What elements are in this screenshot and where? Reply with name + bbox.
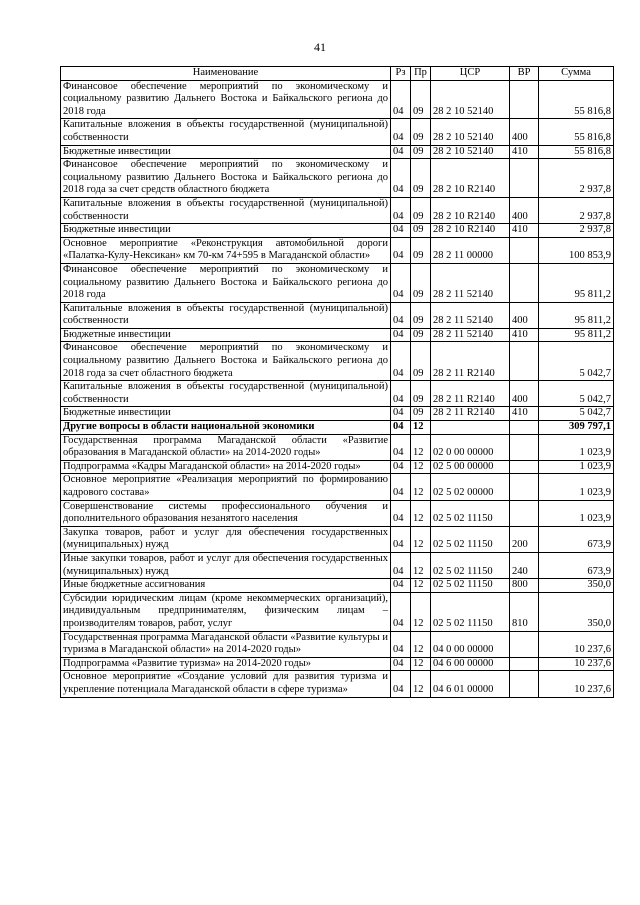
cell-name: Иные бюджетные ассигнования	[61, 579, 391, 593]
cell-rz: 04	[391, 579, 411, 593]
table-header-row	[61, 67, 614, 81]
cell-name: Основное мероприятие «Реконструкция автомобильной дороги «Палатка-Кулу-Нексикан» км 70-км 74+595 в Магаданской области»	[61, 237, 391, 263]
cell-name: Основное мероприятие «Реализация мероприятий по формированию кадрового состава»	[61, 474, 391, 500]
table-row	[61, 342, 614, 381]
cell-name: Закупка товаров, работ и услуг для обеспечения государственных (муниципальных) нужд	[61, 526, 391, 552]
table-row	[61, 631, 614, 657]
table-row	[61, 579, 614, 593]
cell-pr: 12	[411, 526, 431, 552]
cell-pr: 09	[411, 407, 431, 421]
cell-csr: 28 2 10 52140	[431, 80, 510, 119]
table-row	[61, 145, 614, 159]
cell-name: Государственная программа Магаданской области «Развитие образования в Магаданской области» на 2014-2020 годы»	[61, 434, 391, 460]
cell-csr: 02 5 02 11150	[431, 552, 510, 578]
cell-vr	[510, 434, 539, 460]
cell-rz: 04	[391, 263, 411, 302]
cell-sum: 55 816,8	[539, 145, 614, 159]
cell-vr	[510, 159, 539, 198]
cell-rz: 04	[391, 526, 411, 552]
table-row	[61, 552, 614, 578]
cell-csr: 02 5 00 00000	[431, 460, 510, 474]
table-row	[61, 237, 614, 263]
cell-rz: 04	[391, 474, 411, 500]
cell-csr: 28 2 11 R2140	[431, 407, 510, 421]
cell-sum: 10 237,6	[539, 657, 614, 671]
header-csr: ЦСР	[431, 67, 510, 81]
cell-vr: 400	[510, 302, 539, 328]
cell-name: Бюджетные инвестиции	[61, 407, 391, 421]
cell-sum: 10 237,6	[539, 631, 614, 657]
cell-name: Субсидии юридическим лицам (кроме некоммерческих организаций), индивидуальным предпринимателям, физическим лицам – производителям товаров, работ, услуг	[61, 592, 391, 631]
table-row	[61, 197, 614, 223]
cell-sum: 95 811,2	[539, 328, 614, 342]
cell-rz: 04	[391, 302, 411, 328]
cell-pr: 12	[411, 434, 431, 460]
cell-rz: 04	[391, 434, 411, 460]
cell-vr	[510, 671, 539, 697]
cell-csr: 04 0 00 00000	[431, 631, 510, 657]
cell-csr: 02 5 02 11150	[431, 500, 510, 526]
header-name: Наименование	[61, 67, 391, 81]
cell-sum: 5 042,7	[539, 381, 614, 407]
table-row	[61, 434, 614, 460]
cell-vr: 410	[510, 407, 539, 421]
table-row	[61, 381, 614, 407]
cell-sum: 350,0	[539, 579, 614, 593]
cell-sum: 309 797,1	[539, 421, 614, 435]
cell-rz: 04	[391, 145, 411, 159]
cell-sum: 95 811,2	[539, 263, 614, 302]
cell-csr: 04 6 00 00000	[431, 657, 510, 671]
table-row	[61, 500, 614, 526]
cell-name: Финансовое обеспечение мероприятий по экономическому и социальному развитию Дальнего Востока и Байкальского региона до 2018 года	[61, 263, 391, 302]
cell-pr: 09	[411, 224, 431, 238]
cell-vr: 200	[510, 526, 539, 552]
table-row	[61, 592, 614, 631]
cell-name: Капитальные вложения в объекты государственной (муниципальной) собственности	[61, 197, 391, 223]
cell-rz: 04	[391, 381, 411, 407]
header-pr: Пр	[411, 67, 431, 81]
cell-pr: 12	[411, 421, 431, 435]
cell-sum: 55 816,8	[539, 119, 614, 145]
cell-sum: 5 042,7	[539, 342, 614, 381]
cell-vr	[510, 237, 539, 263]
table-row	[61, 224, 614, 238]
cell-rz: 04	[391, 224, 411, 238]
cell-sum: 1 023,9	[539, 434, 614, 460]
table-row	[61, 421, 614, 435]
cell-name: Финансовое обеспечение мероприятий по экономическому и социальному развитию Дальнего Востока и Байкальского региона до 2018 года за счет средств областного бюджета	[61, 159, 391, 198]
cell-pr: 09	[411, 328, 431, 342]
table-row	[61, 263, 614, 302]
cell-pr: 09	[411, 342, 431, 381]
table-row	[61, 407, 614, 421]
cell-pr: 12	[411, 592, 431, 631]
cell-csr: 28 2 11 R2140	[431, 342, 510, 381]
table-row	[61, 80, 614, 119]
cell-pr: 09	[411, 302, 431, 328]
cell-csr: 02 5 02 11150	[431, 592, 510, 631]
table-row	[61, 460, 614, 474]
cell-vr: 410	[510, 145, 539, 159]
cell-vr	[510, 500, 539, 526]
cell-csr: 28 2 10 R2140	[431, 197, 510, 223]
cell-vr	[510, 460, 539, 474]
cell-vr: 410	[510, 224, 539, 238]
cell-name: Бюджетные инвестиции	[61, 328, 391, 342]
table-row	[61, 328, 614, 342]
cell-name: Капитальные вложения в объекты государственной (муниципальной) собственности	[61, 119, 391, 145]
cell-csr: 28 2 11 52140	[431, 302, 510, 328]
cell-pr: 09	[411, 237, 431, 263]
cell-csr: 02 5 02 11150	[431, 526, 510, 552]
cell-rz: 04	[391, 500, 411, 526]
cell-csr: 02 5 02 00000	[431, 474, 510, 500]
cell-csr: 28 2 11 R2140	[431, 381, 510, 407]
cell-sum: 95 811,2	[539, 302, 614, 328]
cell-vr: 410	[510, 328, 539, 342]
cell-pr: 12	[411, 474, 431, 500]
cell-pr: 12	[411, 657, 431, 671]
cell-sum: 2 937,8	[539, 197, 614, 223]
cell-pr: 09	[411, 197, 431, 223]
cell-vr	[510, 263, 539, 302]
cell-sum: 55 816,8	[539, 80, 614, 119]
cell-vr: 400	[510, 119, 539, 145]
cell-rz: 04	[391, 80, 411, 119]
cell-csr: 28 2 11 52140	[431, 263, 510, 302]
cell-vr: 400	[510, 381, 539, 407]
cell-pr: 09	[411, 381, 431, 407]
cell-csr: 28 2 10 52140	[431, 145, 510, 159]
cell-pr: 12	[411, 500, 431, 526]
cell-name: Основное мероприятие «Создание условий для развития туризма и укрепление потенциала Магаданской области в сфере туризма»	[61, 671, 391, 697]
cell-vr: 810	[510, 592, 539, 631]
cell-pr: 12	[411, 671, 431, 697]
cell-csr: 04 6 01 00000	[431, 671, 510, 697]
cell-vr: 800	[510, 579, 539, 593]
cell-name: Иные закупки товаров, работ и услуг для обеспечения государственных (муниципальных) нужд	[61, 552, 391, 578]
cell-sum: 100 853,9	[539, 237, 614, 263]
cell-name: Другие вопросы в области национальной экономики	[61, 421, 391, 435]
cell-vr	[510, 80, 539, 119]
cell-name: Финансовое обеспечение мероприятий по экономическому и социальному развитию Дальнего Востока и Байкальского региона до 2018 года за счет областного бюджета	[61, 342, 391, 381]
header-rz: Рз	[391, 67, 411, 81]
cell-pr: 09	[411, 80, 431, 119]
cell-sum: 2 937,8	[539, 159, 614, 198]
cell-sum: 1 023,9	[539, 460, 614, 474]
cell-csr: 02 5 02 11150	[431, 579, 510, 593]
table-row	[61, 474, 614, 500]
cell-sum: 673,9	[539, 526, 614, 552]
cell-rz: 04	[391, 342, 411, 381]
cell-pr: 09	[411, 263, 431, 302]
cell-pr: 12	[411, 631, 431, 657]
cell-name: Капитальные вложения в объекты государственной (муниципальной) собственности	[61, 302, 391, 328]
cell-rz: 04	[391, 159, 411, 198]
table-row	[61, 526, 614, 552]
cell-pr: 09	[411, 145, 431, 159]
cell-csr: 28 2 10 R2140	[431, 224, 510, 238]
table-row	[61, 671, 614, 697]
cell-name: Бюджетные инвестиции	[61, 224, 391, 238]
cell-csr: 28 2 10 R2140	[431, 159, 510, 198]
budget-table	[60, 66, 614, 698]
cell-name: Финансовое обеспечение мероприятий по экономическому и социальному развитию Дальнего Востока и Байкальского региона до 2018 года	[61, 80, 391, 119]
table-row	[61, 657, 614, 671]
cell-name: Совершенствование системы профессионального обучения и дополнительного образования незанятого населения	[61, 500, 391, 526]
cell-pr: 09	[411, 119, 431, 145]
cell-vr	[510, 342, 539, 381]
cell-name: Подпрограмма «Кадры Магаданской области» на 2014-2020 годы»	[61, 460, 391, 474]
cell-rz: 04	[391, 460, 411, 474]
cell-sum: 350,0	[539, 592, 614, 631]
cell-rz: 04	[391, 328, 411, 342]
cell-rz: 04	[391, 592, 411, 631]
cell-rz: 04	[391, 237, 411, 263]
table-row	[61, 302, 614, 328]
cell-sum: 1 023,9	[539, 474, 614, 500]
header-vr: ВР	[510, 67, 539, 81]
cell-pr: 12	[411, 552, 431, 578]
cell-sum: 1 023,9	[539, 500, 614, 526]
cell-rz: 04	[391, 671, 411, 697]
cell-rz: 04	[391, 421, 411, 435]
page-number: 41	[314, 40, 326, 54]
cell-vr	[510, 474, 539, 500]
table-body	[61, 80, 614, 697]
cell-name: Подпрограмма «Развитие туризма» на 2014-2020 годы»	[61, 657, 391, 671]
cell-sum: 5 042,7	[539, 407, 614, 421]
cell-sum: 673,9	[539, 552, 614, 578]
cell-csr: 28 2 11 52140	[431, 328, 510, 342]
cell-rz: 04	[391, 119, 411, 145]
cell-rz: 04	[391, 657, 411, 671]
cell-name: Бюджетные инвестиции	[61, 145, 391, 159]
cell-pr: 09	[411, 159, 431, 198]
cell-pr: 12	[411, 579, 431, 593]
table-row	[61, 159, 614, 198]
cell-sum: 10 237,6	[539, 671, 614, 697]
cell-rz: 04	[391, 631, 411, 657]
cell-vr: 400	[510, 197, 539, 223]
cell-vr	[510, 421, 539, 435]
cell-name: Государственная программа Магаданской области «Развитие культуры и туризма в Магаданской области» на 2014-2020 годы»	[61, 631, 391, 657]
cell-csr: 28 2 11 00000	[431, 237, 510, 263]
cell-vr	[510, 631, 539, 657]
cell-vr	[510, 657, 539, 671]
cell-rz: 04	[391, 407, 411, 421]
cell-rz: 04	[391, 197, 411, 223]
cell-csr: 28 2 10 52140	[431, 119, 510, 145]
cell-name: Капитальные вложения в объекты государственной (муниципальной) собственности	[61, 381, 391, 407]
cell-csr: 02 0 00 00000	[431, 434, 510, 460]
cell-vr: 240	[510, 552, 539, 578]
table-row	[61, 119, 614, 145]
cell-pr: 12	[411, 460, 431, 474]
cell-sum: 2 937,8	[539, 224, 614, 238]
cell-csr	[431, 421, 510, 435]
header-sum: Сумма	[539, 67, 614, 81]
cell-rz: 04	[391, 552, 411, 578]
